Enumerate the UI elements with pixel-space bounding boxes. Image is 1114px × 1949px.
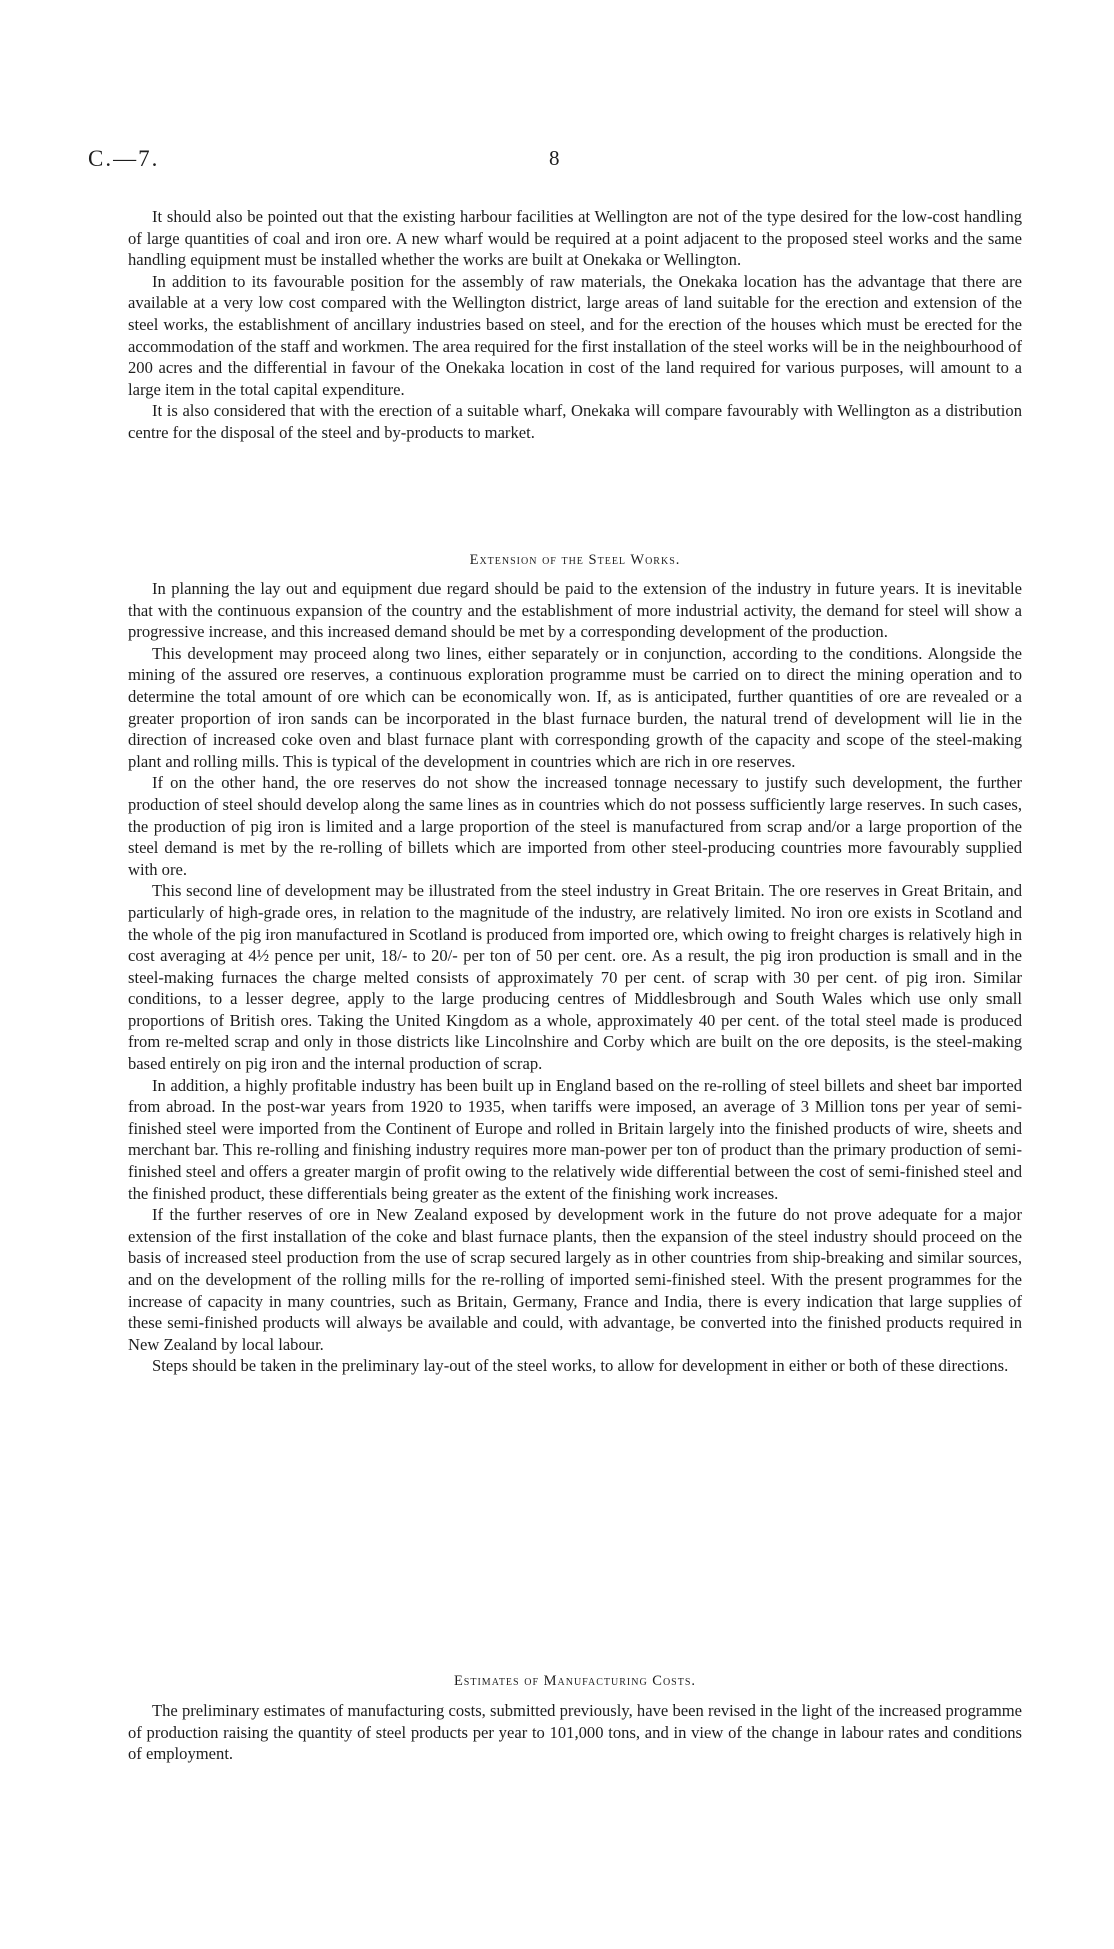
paragraph: It is also considered that with the erection of a suitable wharf, Onekaka will compare favourably with Wellington as a distribution centre for the disposal of the steel and by-products to market. (128, 401, 1022, 442)
paragraph: If on the other hand, the ore reserves do not show the increased tonnage necessary to justify such development, the further production of steel should develop along the same lines as in countries which do not possess sufficiently large reserves. In such cases, the production of pig iron is limited and a large proportion of the steel is manufactured from scrap and/or a large proportion of the steel demand is met by the re-rolling of billets which are imported from other steel-producing countries more favourably supplied with ore. (128, 773, 1022, 879)
paragraph: In planning the lay out and equipment due regard should be paid to the extension of the industry in future years. It is inevitable that with the continuous expansion of the country and the establishment of more industrial activity, the demand for steel will show a progressive increase, and this increased demand should be met by a corresponding development of the production. (128, 579, 1022, 642)
paragraph: In addition to its favourable position for the assembly of raw materials, the Onekaka location has the advantage that there are available at a very low cost compared with the Wellington district, large areas of land suitable for the erection and extension of the steel works, the establishment of ancillary industries based on steel, and for the erection of the houses which must be erected for the accommodation of the staff and workmen. The area required for the first installation of the steel works will be in the neighbourhood of 200 acres and the differential in favour of the Onekaka location in cost of the land required for various purposes, will amount to a large item in the total capital expenditure. (128, 271, 1022, 399)
extension-text-block (128, 578, 1022, 1377)
section-heading-estimates: Estimates of Manufacturing Costs. (453, 1673, 697, 1689)
intro-text-block (128, 206, 1022, 444)
section-heading-extension: Extension of the Steel Works. (469, 552, 681, 568)
paragraph: It should also be pointed out that the existing harbour facilities at Wellington are not of the type desired for the low-cost handling of large quantities of coal and iron ore. A new wharf would be required at a point adjacent to the proposed steel works and the same handling equipment must be installed whether the works are built at Onekaka or Wellington. (128, 207, 1022, 270)
document-code: C.—7. (88, 146, 160, 171)
estimates-text-block (128, 1700, 1022, 1765)
paragraph: This second line of development may be illustrated from the steel industry in Great Britain. The ore reserves in Great Britain, and particularly of high-grade ores, in relation to the magnitude of the industry, are relatively limited. No iron ore exists in Scotland and the whole of the pig iron manufactured in Scotland is produced from imported ore, which owing to freight charges is relatively high in cost averaging at 4½ pence per unit, 18/- to 20/- per ton of 50 per cent. ore. As a result, the pig iron production is small and in the steel-making furnaces the charge melted consists of approximately 70 per cent. of scrap with 30 per cent. of pig iron. Similar conditions, to a lesser degree, apply to the large producing centres of Middlesbrough and South Wales which use only small proportions of British ores. Taking the United Kingdom as a whole, approximately 40 per cent. of the total steel made is produced from re-melted scrap and only in those districts like Lincolnshire and Corby which are built on the ore deposits, is the steel-making based entirely on pig iron and the internal production of scrap. (128, 881, 1022, 1074)
paragraph: This development may proceed along two lines, either separately or in conjunction, according to the conditions. Alongside the mining of the assured ore reserves, a continuous exploration programme must be carried on to direct the mining operation and to determine the total amount of ore which can be economically won. If, as is anticipated, further quantities of ore are revealed or a greater proportion of iron sands can be incorporated in the blast furnace burden, the natural trend of development will lie in the direction of increased coke oven and blast furnace plant with corresponding growth of the capacity and scope of the steel-making plant and rolling mills. This is typical of the development in countries which are rich in ore reserves. (128, 643, 1022, 771)
page-number: 8 (549, 146, 560, 170)
paragraph: If the further reserves of ore in New Zealand exposed by development work in the future do not prove adequate for a major extension of the first installation of the coke and blast furnace plants, then the expansion of the steel industry should proceed on the basis of increased steel production from the use of scrap secured largely as in other countries from ship-breaking and similar sources, and on the development of the rolling mills for the re-rolling of imported semi-finished steel. With the present programmes for the increase of capacity in many countries, such as Britain, Germany, France and India, there is every indication that large supplies of these semi-finished products will always be available and could, with advantage, be converted into the finished products required in New Zealand by local labour. (128, 1205, 1022, 1354)
paragraph: In addition, a highly profitable industry has been built up in England based on the re-rolling of steel billets and sheet bar imported from abroad. In the post-war years from 1920 to 1935, when tariffs were imposed, an average of 3 Million tons per year of semi-finished steel were imported from the Continent of Europe and rolled in Britain largely into the finished products of wire, sheets and merchant bar. This re-rolling and finishing industry requires more man-power per ton of product than the primary production of semi-finished steel and offers a greater margin of profit owing to the relatively wide differential between the cost of semi-finished steel and the finished product, these differentials being greater as the extent of the finishing work increases. (128, 1075, 1022, 1203)
paragraph: Steps should be taken in the preliminary lay-out of the steel works, to allow for development in either or both of these directions. (152, 1356, 1009, 1376)
paragraph: The preliminary estimates of manufacturing costs, submitted previously, have been revised in the light of the increased programme of production raising the quantity of steel products per year to 101,000 tons, and in view of the change in labour rates and conditions of employment. (128, 1701, 1022, 1764)
